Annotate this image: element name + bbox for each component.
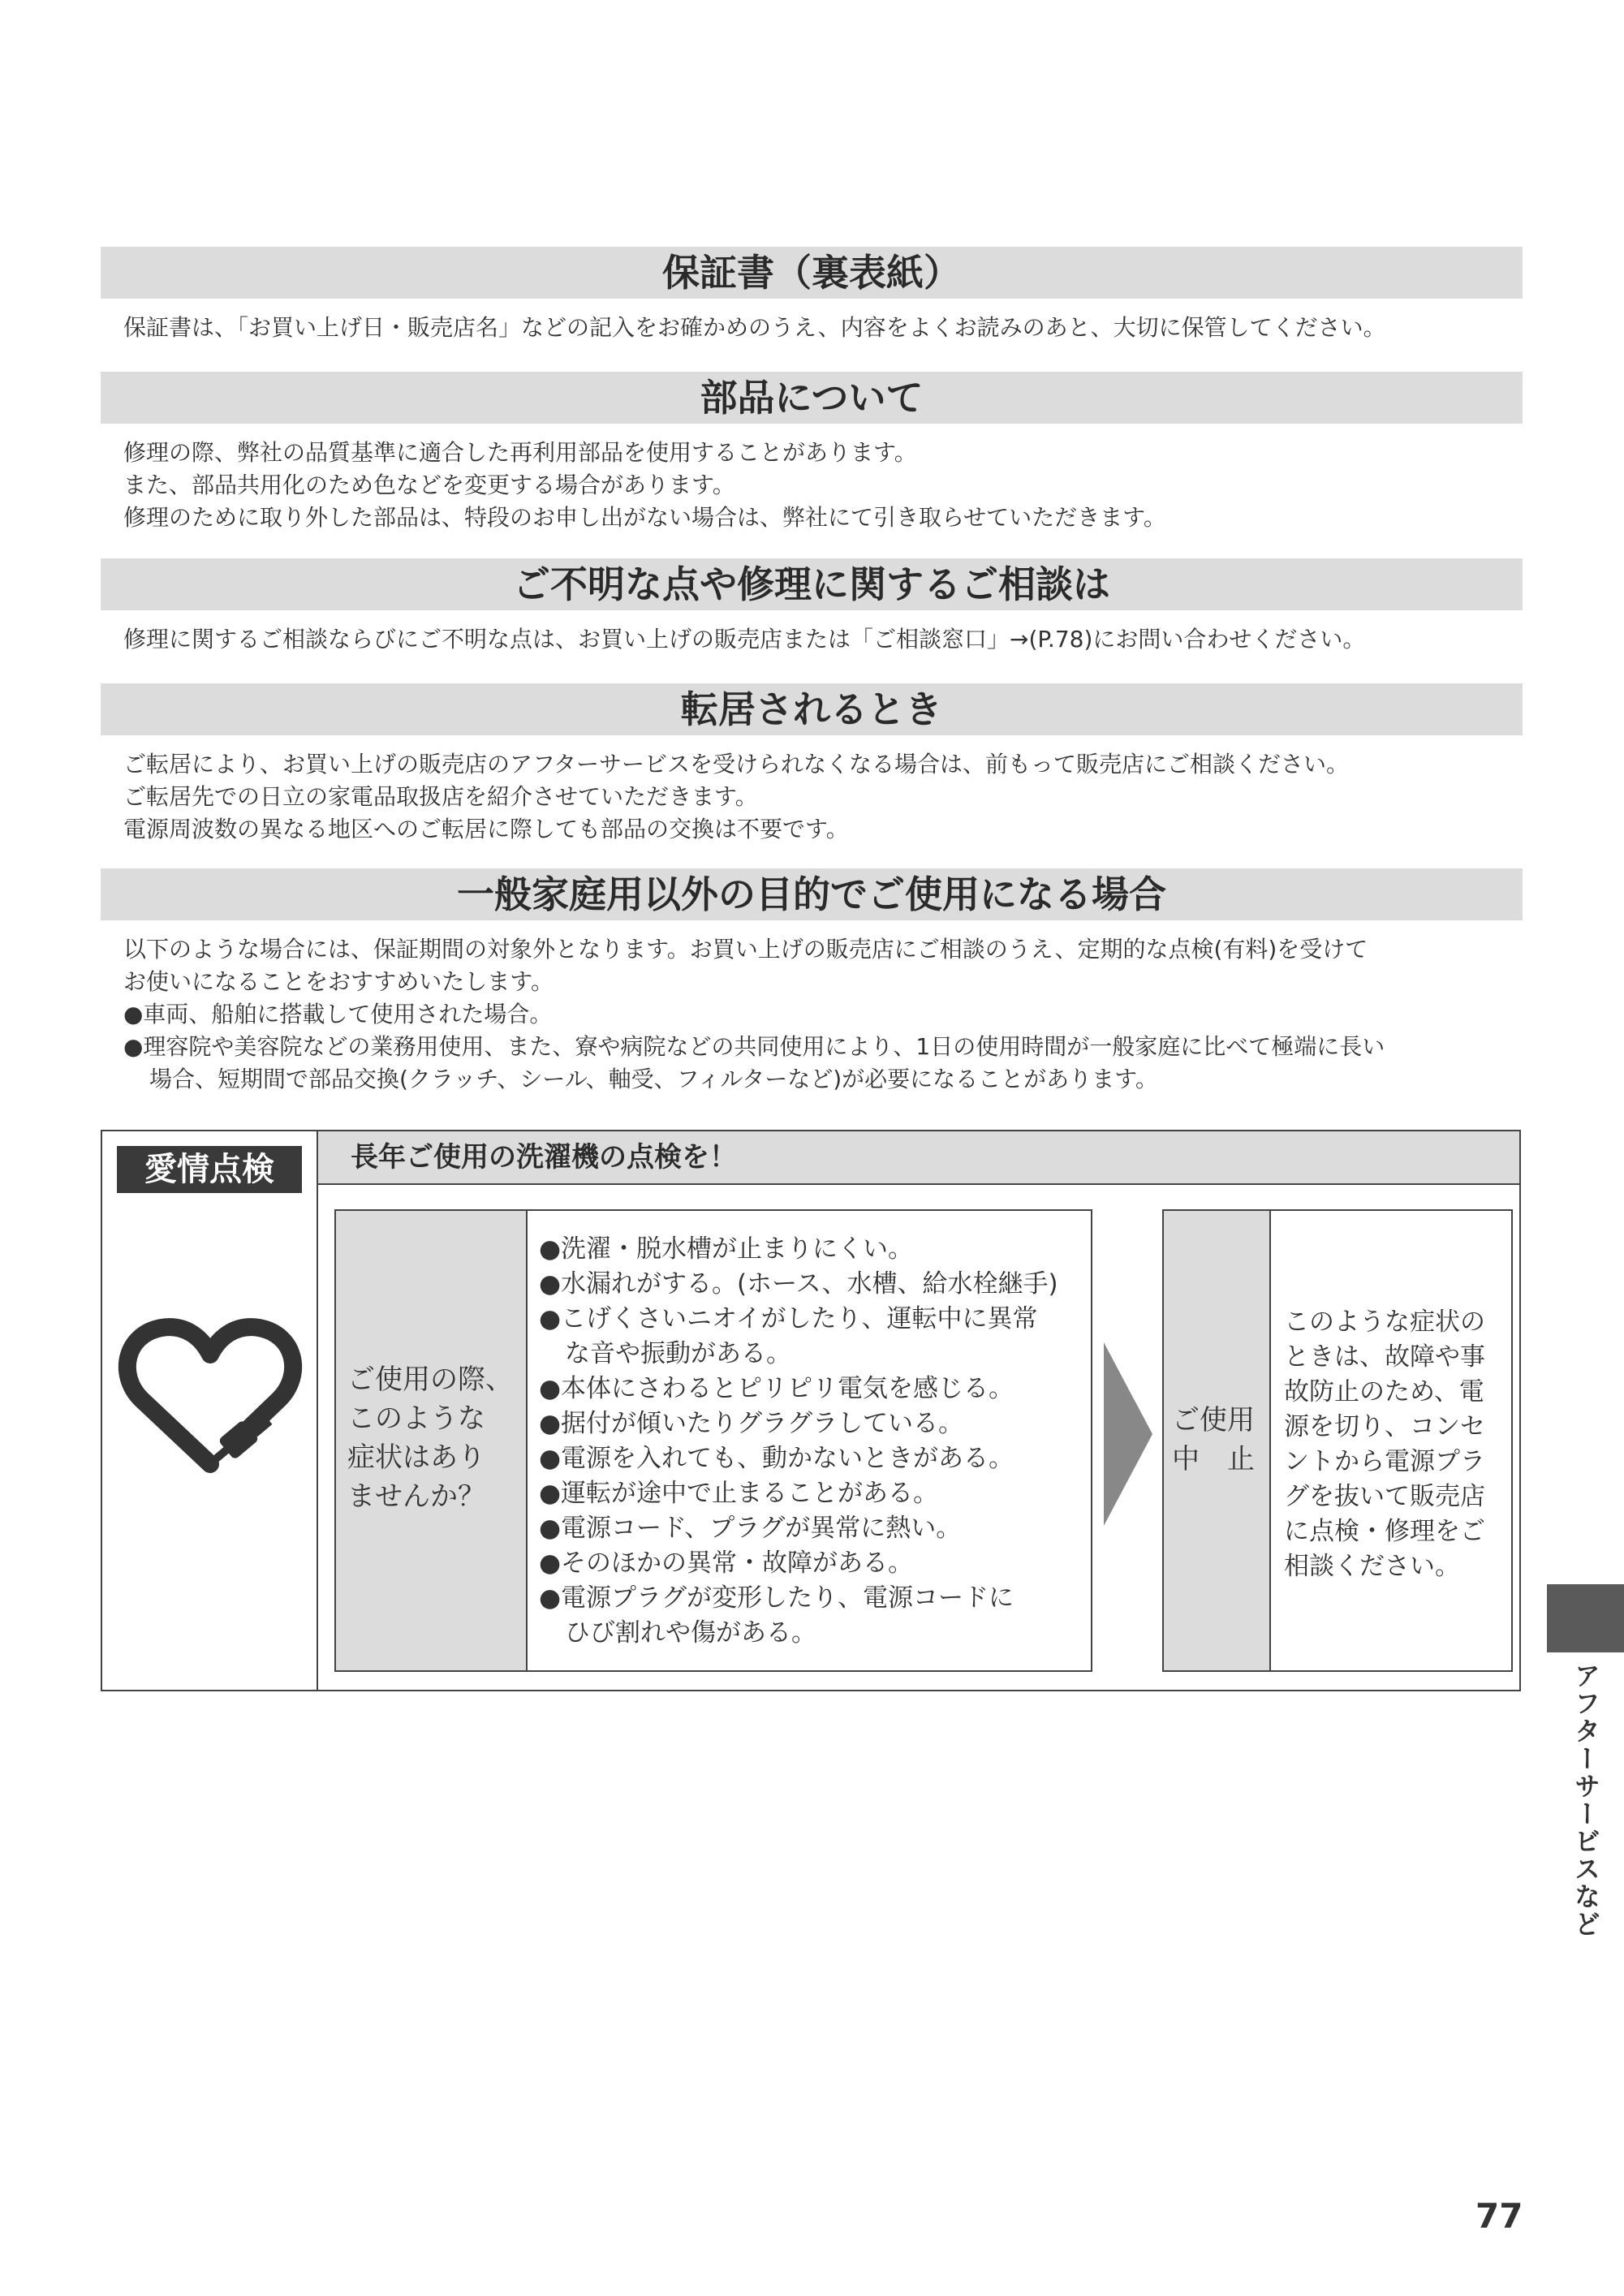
text-line: お使いになることをおすすめいたします。: [123, 968, 554, 995]
care-left-column: [102, 1131, 318, 1690]
advice-text: [1271, 1211, 1511, 1670]
advice-line: 源を切り、コンセ: [1284, 1412, 1485, 1441]
symptom-item: ●電源プラグが変形したり、電源コードに: [539, 1583, 1014, 1613]
text-line: 修理の際、弊社の品質基準に適合した再利用部品を使用することがあります。: [123, 439, 917, 466]
arrow-right-icon: [1104, 1342, 1152, 1526]
question-line: ご使用の際、: [347, 1363, 513, 1396]
section-text-warranty: [123, 312, 1519, 344]
section-heading-non-household: 一般家庭用以外の目的でご使用になる場合: [101, 868, 1523, 920]
section-text-moving: [123, 748, 1519, 846]
section-heading-parts: 部品について: [101, 372, 1523, 424]
symptom-item: ●電源を入れても、動かないときがある。: [539, 1444, 1014, 1473]
advice-line: に点検・修理をご: [1284, 1517, 1485, 1546]
heart-plug-icon: [117, 1310, 304, 1480]
symptom-item-continued: ひび割れや傷がある。: [565, 1618, 816, 1648]
side-tab-marker: [1547, 1584, 1624, 1652]
symptom-item: ●据付が傾いたりグラグラしている。: [539, 1409, 964, 1438]
text-line: 以下のような場合には、保証期間の対象外となります。お買い上げの販売店にご相談のうえ、定期的な点検(有料)を受けて: [123, 936, 1368, 963]
stop-line: ご使用: [1172, 1404, 1255, 1437]
advice-line: このような症状の: [1284, 1307, 1485, 1337]
symptom-item: ●こげくさいニオイがしたり、運転中に異常: [539, 1304, 1038, 1333]
advice-line: グを抜いて販売店: [1284, 1482, 1485, 1511]
text-line: 場合、短期間で部品交換(クラッチ、シール、軸受、フィルターなど)が必要になることがあります。: [149, 1066, 1158, 1092]
text-line: 修理のために取り外した部品は、特段のお申し出がない場合は、弊社にて引き取らせていただきます。: [123, 504, 1166, 531]
advice-line: ントから電源プラ: [1284, 1447, 1485, 1476]
section-text-consultation: [123, 623, 1519, 656]
stop-use-cell: [1164, 1211, 1271, 1670]
text-line: また、部品共用化のため色などを変更する場合があります。: [123, 472, 735, 498]
action-table: [1162, 1209, 1513, 1672]
text-line: ご転居先での日立の家電品取扱店を紹介させていただきます。: [123, 783, 758, 810]
section-text-non-household: [123, 933, 1519, 1096]
question-line: ませんか？: [347, 1480, 485, 1513]
question-cell: [336, 1211, 528, 1670]
text-line: 保証書は、「お買い上げ日・販売店名」などの記入をお確かめのうえ、内容をよくお読みのあと、大切に保管してください。: [123, 314, 1386, 341]
side-tab-label: アフターサービスなど: [1570, 1662, 1601, 1938]
question-line: 症状はあり: [347, 1441, 485, 1474]
section-heading-consultation: ご不明な点や修理に関するご相談は: [101, 558, 1523, 610]
section-heading-warranty: 保証書（裏表紙）: [101, 247, 1523, 299]
text-line: 修理に関するご相談ならびにご不明な点は、お買い上げの販売店または「ご相談窓口」→(P.78)にお問い合わせください。: [123, 626, 1366, 653]
symptom-item: ●洗濯・脱水槽が止まりにくい。: [539, 1234, 914, 1264]
symptom-item: ●電源コード、プラグが異常に熱い。: [539, 1514, 962, 1543]
text-line: ご転居により、お買い上げの販売店のアフターサービスを受けられなくなる場合は、前もって販売店にご相談ください。: [123, 751, 1350, 778]
page-number: 77: [1475, 2196, 1523, 2236]
advice-line: 故防止のため、電: [1284, 1377, 1484, 1406]
symptom-item: ●水漏れがする。(ホース、水槽、給水栓継手): [539, 1269, 1058, 1299]
symptom-table: [334, 1209, 1092, 1672]
symptom-item: ●運転が途中で止まることがある。: [539, 1479, 939, 1508]
care-tag-label: 愛情点検: [117, 1146, 302, 1193]
stop-line: 中 止: [1172, 1443, 1255, 1475]
symptom-list: [528, 1211, 1091, 1670]
advice-line: 相談ください。: [1284, 1552, 1460, 1581]
question-line: このような: [347, 1402, 485, 1435]
care-inspection-box: [101, 1130, 1521, 1691]
section-text-parts: [123, 437, 1519, 534]
text-line: 電源周波数の異なる地区へのご転居に際しても部品の交換は不要です。: [123, 816, 849, 842]
symptom-item: ●本体にさわるとピリピリ電気を感じる。: [539, 1374, 1014, 1403]
symptom-item: ●そのほかの異常・故障がある。: [539, 1549, 914, 1578]
section-heading-moving: 転居されるとき: [101, 683, 1523, 735]
symptom-item-continued: な音や振動がある。: [565, 1339, 791, 1368]
care-title: 長年ご使用の洗濯機の点検を！: [318, 1131, 1519, 1185]
advice-line: ときは、故障や事: [1284, 1342, 1485, 1372]
text-line: ●車両、船舶に搭載して使用された場合。: [123, 1001, 553, 1027]
text-line: ●理容院や美容院などの業務用使用、また、寮や病院などの共同使用により、1日の使用時間が一般家庭に比べて極端に長い: [123, 1033, 1385, 1060]
